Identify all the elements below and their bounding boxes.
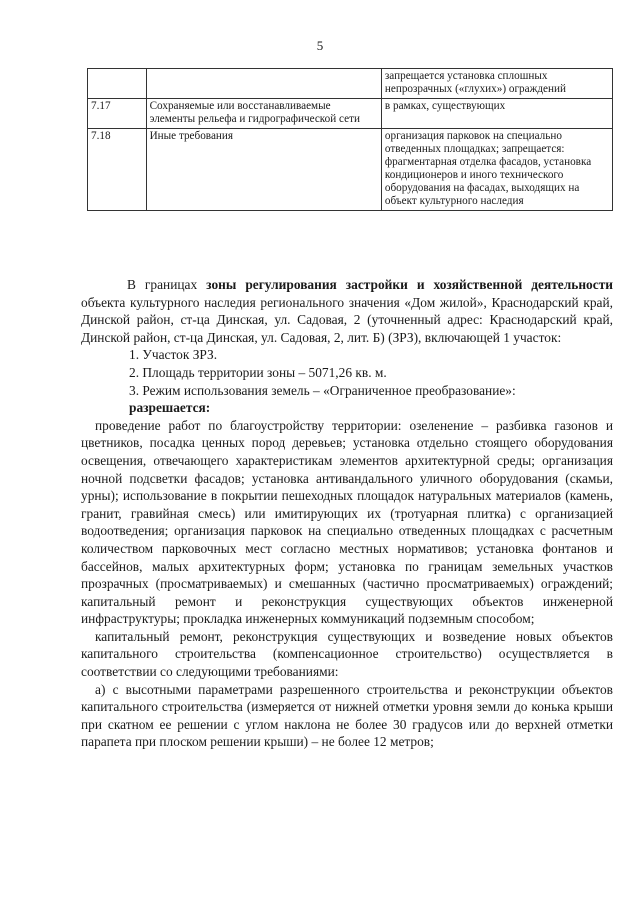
row-value-cell: организация парковок на специально отведенных площадках; запрещается: фрагментарная отделка фасадов, установка кондиционеров и иного технического оборудования на фасадах, выходящих на объект культурного наследия <box>381 129 612 211</box>
list-item: 3. Режим использования земель – «Ограниченное преобразование»: <box>129 382 516 398</box>
table-row <box>88 69 613 99</box>
row-number-cell <box>88 69 147 99</box>
row-name-cell <box>146 69 381 99</box>
row-value-cell: запрещается установка сплошных непрозрачных («глухих») ограждений <box>381 69 612 99</box>
list-item: 2. Площадь территории зоны – 5071,26 кв. м. <box>129 364 387 380</box>
row-number-cell: 7.17 <box>88 99 147 129</box>
row-number-cell: 7.18 <box>88 129 147 211</box>
zone-intro-paragraph <box>81 276 613 346</box>
item-a-paragraph: а) с высотными параметрами разрешенного строительства и реконструкции объектов капитального строительства (измеряется от нижней отметки уровня земли до конька крыши при скатном ее решении с углом наклона не более 30 градусов или до верхней отметки парапета при плоском решении крыши) – не более 12 метров; <box>81 681 613 750</box>
intro-rest: объекта культурного наследия регионального значения «Дом жилой», Краснодарский край, Динской район, ст-ца Динская, ул. Садовая, 2 (уточненный адрес: Краснодарский край, Динской район, ст-ца Динская, ул. Садовая, 2, лит. Б) (ЗРЗ), включающей 1 участок: <box>81 294 613 345</box>
table-row <box>88 99 613 129</box>
row-value-cell: в рамках, существующих <box>381 99 612 129</box>
capital-paragraph: капитальный ремонт, реконструкция существующих и возведение новых объектов капитального строительства (компенсационное строительство) осуществляется в соответствии со следующими требованиями: <box>81 628 613 680</box>
allowed-heading: разрешается: <box>129 400 211 416</box>
zone-title: зоны регулирования застройки и хозяйственной деятельности <box>206 277 613 292</box>
zone-description <box>81 276 613 751</box>
table-row <box>88 129 613 211</box>
allowed-paragraph: проведение работ по благоустройству территории: озеленение – разбивка газонов и цветников, посадка ценных пород деревьев; установка отдельно стоящего оборудования освещения, отвечающего характеристикам элементов архитектурной среды; организация ночной подсветки фасадов; установка антивандального уличного оборудования (скамьи, урны); использование в покрытии пешеходных площадок натуральных материалов (камень, гранит, гравийная смесь) или имитирующих их (тротуарная плитка) с организацией водоотведения; организация парковок на специально отведенных площадках с расчетным количеством парковочных мест согласно местных нормативов; установка фонтанов и бассейнов, малых архитектурных форм; установка по границам земельных участков прозрачных (просматриваемых) и смешанных (частично просматриваемых) ограждений; капитальный ремонт и реконструкция существующих объектов инженерной инфраструктуры; прокладка инженерных коммуникаций подземным способом; <box>81 417 613 627</box>
requirements-table <box>87 68 613 211</box>
page-number: 5 <box>316 38 324 53</box>
row-name-cell: Иные требования <box>146 129 381 211</box>
intro-prefix: В границах <box>127 277 207 292</box>
row-name-cell: Сохраняемые или восстанавливаемые элементы рельефа и гидрографической сети <box>146 99 381 129</box>
list-item: 1. Участок ЗРЗ. <box>129 347 218 363</box>
